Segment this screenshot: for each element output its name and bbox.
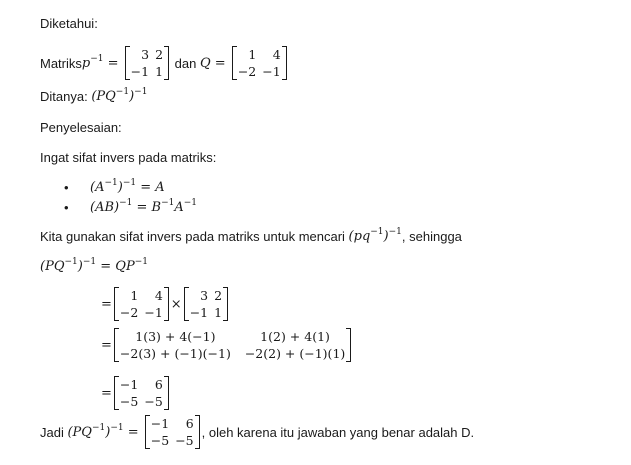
given-matrices-line <box>40 46 289 80</box>
matrix-cell: −1 <box>189 305 209 320</box>
asked-line <box>40 89 147 104</box>
apply-expression: $(pq^{-1})^{-1}$ <box>348 227 402 244</box>
p-symbol: $p^{-1}$ <box>81 53 104 71</box>
asked-expression: $(PQ^{-1})^{-1}$ <box>91 87 148 104</box>
bullet-icon: • <box>64 200 69 215</box>
matrix-cell: 1(2) + 4(1) <box>260 329 330 344</box>
conclusion-pre: Jadi <box>40 424 68 440</box>
given-label: Matriks <box>40 55 82 71</box>
p-inverse-matrix <box>184 287 228 321</box>
bullet-icon: • <box>64 180 69 195</box>
matrix-cell: 3 <box>200 288 209 303</box>
times-sign: × <box>170 296 182 312</box>
matrix-cell: −5 <box>175 433 194 448</box>
heading-known-text: Diketahui: <box>40 16 98 31</box>
matrix-cell: 4 <box>154 288 163 303</box>
property-item <box>64 180 165 195</box>
conclusion-post: , oleh karena itu jawaban yang benar adalah D. <box>201 424 475 440</box>
conclusion-expression: $(PQ^{-1})^{-1}$ <box>67 422 124 440</box>
matrix-cell: 2 <box>155 47 164 62</box>
asked-label: Ditanya: <box>40 89 92 104</box>
step-0-formula: $(PQ^{-1})^{-1} = QP^{-1}$ <box>40 257 148 274</box>
matrix-cell: −1 <box>144 305 163 320</box>
matrix-cell: 4 <box>272 47 281 62</box>
step-0 <box>40 259 148 274</box>
property-item <box>64 200 197 215</box>
heading-solution-text: Penyelesaian: <box>40 120 122 135</box>
result-matrix <box>145 415 200 449</box>
matrix-cell: 1(3) + 4(−1) <box>135 329 216 344</box>
apply-tail: , sehingga <box>401 229 462 244</box>
equals-sign: = <box>123 424 143 440</box>
matrix-cell: 1 <box>130 288 139 303</box>
product-expansion-matrix <box>114 328 351 362</box>
q-matrix <box>232 46 287 80</box>
matrix-cell: −2 <box>119 305 139 320</box>
equals-sign: = <box>210 55 230 71</box>
matrix-cell: −1 <box>262 64 281 79</box>
recall-text: Ingat sifat invers pada matriks: <box>40 150 217 165</box>
matrix-cell: −1 <box>130 64 150 79</box>
step-2 <box>101 328 353 362</box>
and-text: dan <box>171 55 200 71</box>
equals-sign: = <box>101 337 112 353</box>
matrix-cell: −2(3) + (−1)(−1) <box>119 346 231 361</box>
step-3 <box>101 376 171 410</box>
matrix-cell: −2(2) + (−1)(1) <box>244 346 346 361</box>
equals-sign: = <box>103 55 123 71</box>
equals-sign: = <box>101 385 112 401</box>
step-1 <box>101 287 230 321</box>
apply-text: Kita gunakan sifat invers pada matriks untuk mencari <box>40 229 349 244</box>
apply-line <box>40 229 462 244</box>
result-matrix <box>114 376 169 410</box>
matrix-cell: 6 <box>154 377 163 392</box>
matrix-cell: −1 <box>150 416 170 431</box>
p-inverse-matrix <box>125 46 169 80</box>
matrix-cell: 1 <box>155 64 164 79</box>
matrix-cell: −5 <box>144 394 163 409</box>
property-formula: $(AB)^{-1} = B^{-1}A^{-1}$ <box>90 198 198 215</box>
equals-sign: = <box>101 296 112 312</box>
property-formula: $(A^{-1})^{-1} = A$ <box>90 178 165 195</box>
matrix-cell: 1 <box>214 305 223 320</box>
recall-line <box>40 150 216 165</box>
matrix-cell: 1 <box>248 47 257 62</box>
heading-solution <box>40 120 122 135</box>
matrix-cell: −1 <box>119 377 139 392</box>
heading-known <box>40 16 98 31</box>
q-matrix <box>114 287 169 321</box>
conclusion-line <box>40 415 474 449</box>
matrix-cell: −5 <box>150 433 170 448</box>
matrix-cell: −2 <box>237 64 257 79</box>
matrix-cell: −5 <box>119 394 139 409</box>
matrix-cell: 3 <box>141 47 150 62</box>
matrix-cell: 2 <box>214 288 223 303</box>
matrix-cell: 6 <box>185 416 194 431</box>
q-symbol: Q <box>199 55 211 71</box>
